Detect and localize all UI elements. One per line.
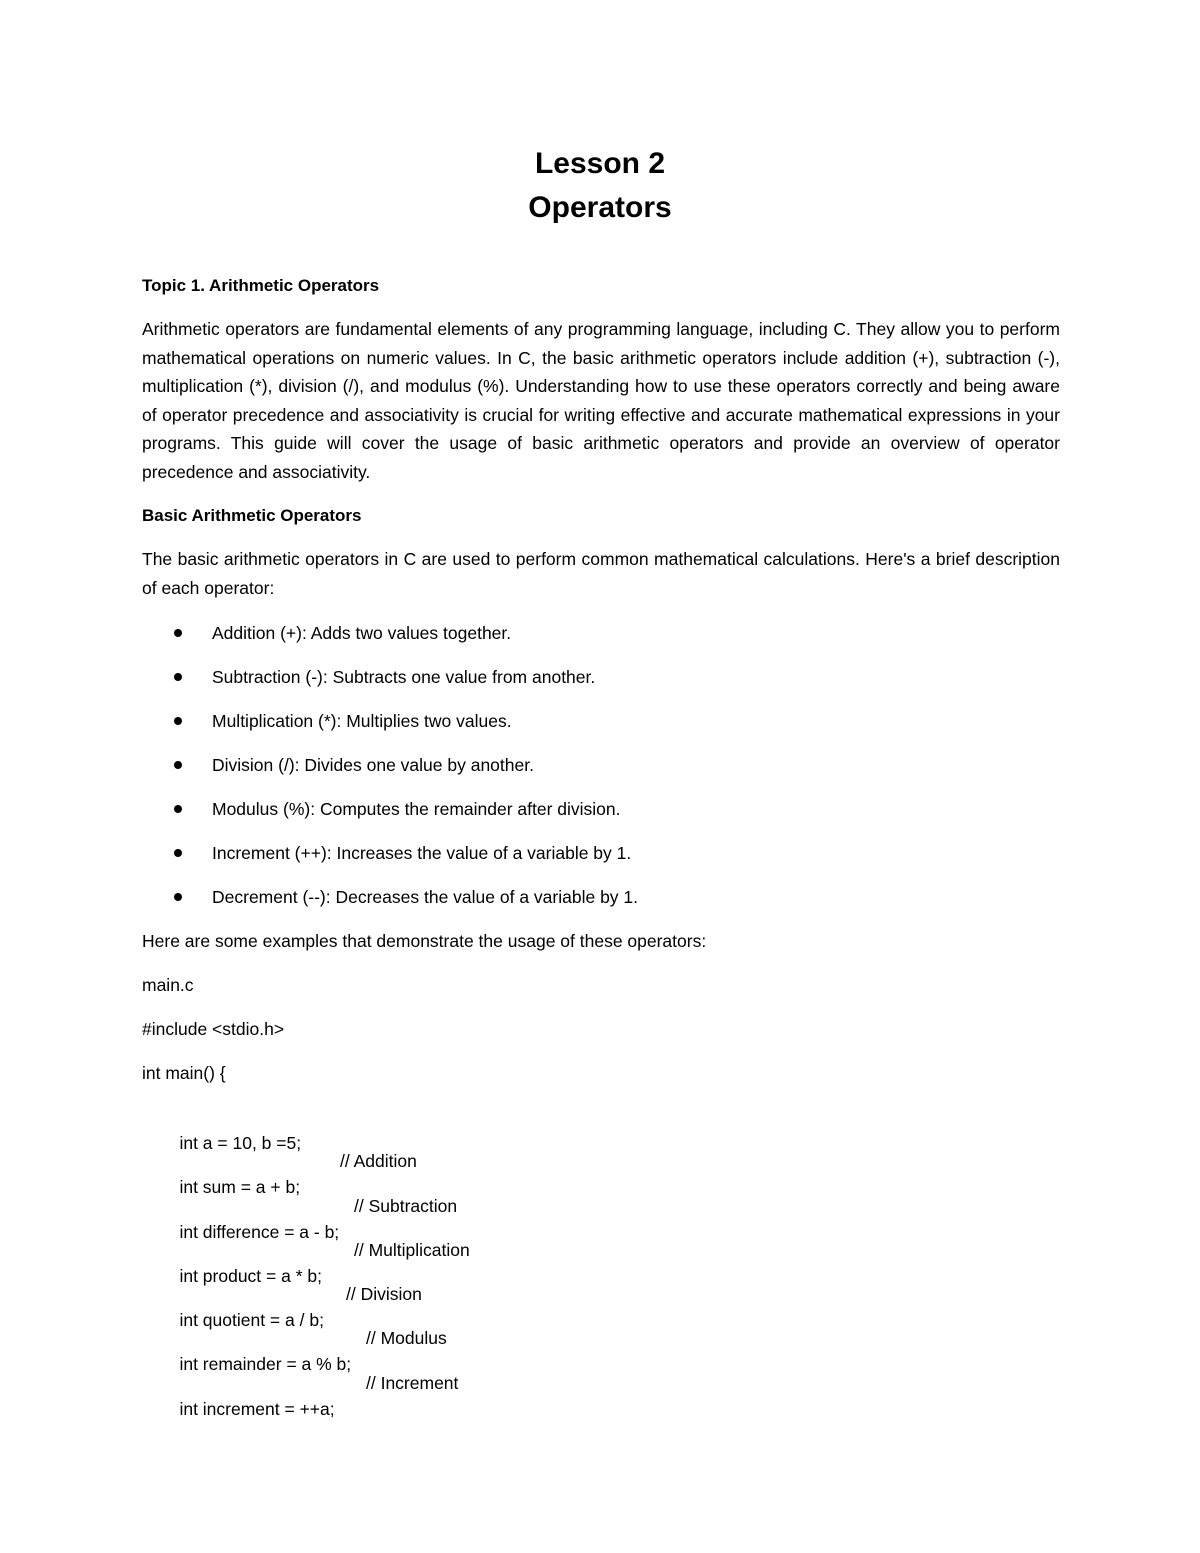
code-comment: // Modulus — [366, 1328, 447, 1348]
code-comment: // Subtraction — [354, 1196, 458, 1216]
code-comment: // Increment — [366, 1373, 459, 1393]
code-line — [160, 1370, 459, 1474]
operator-bullet-list — [142, 620, 638, 928]
lesson-title: Lesson 2 — [534, 147, 666, 180]
bullet-icon — [174, 717, 182, 725]
list-item — [142, 620, 638, 664]
list-item-text: Increment (++): Increases the value of a variable by 1. — [212, 843, 632, 863]
code-filename: main.c — [142, 975, 194, 995]
code-comment: // Multiplication — [354, 1240, 470, 1260]
code-comment: // Addition — [340, 1151, 417, 1171]
list-item — [142, 796, 638, 840]
list-item — [142, 752, 638, 796]
list-item — [142, 884, 638, 928]
topic1-heading: Topic 1. Arithmetic Operators — [142, 276, 380, 295]
list-item — [142, 840, 638, 884]
bullet-icon — [174, 629, 182, 637]
code-statement: int remainder = a % b; — [179, 1354, 352, 1374]
list-item-text: Modulus (%): Computes the remainder after division. — [212, 799, 621, 819]
bullet-icon — [174, 805, 182, 813]
basic-operators-heading: Basic Arithmetic Operators — [142, 506, 362, 525]
list-item-text: Multiplication (*): Multiplies two values. — [212, 711, 512, 731]
code-statement: int product = a * b; — [179, 1266, 322, 1286]
code-main-open: int main() { — [142, 1063, 226, 1083]
list-item-text: Subtraction (-): Subtracts one value from another. — [212, 667, 596, 687]
bullet-icon — [174, 849, 182, 857]
examples-intro: Here are some examples that demonstrate the usage of these operators: — [142, 931, 707, 951]
code-statement: int quotient = a / b; — [179, 1310, 324, 1330]
basic-operators-description: The basic arithmetic operators in C are used to perform common mathematical calculations. Here's a brief description of each operator: — [142, 549, 1060, 598]
code-statement: int a = 10, b =5; — [179, 1133, 302, 1153]
code-include-line: #include <stdio.h> — [142, 1019, 285, 1039]
code-comment: // Division — [346, 1284, 422, 1304]
bullet-icon — [174, 673, 182, 681]
list-item-text: Decrement (--): Decreases the value of a variable by 1. — [212, 887, 639, 907]
bullet-icon — [174, 761, 182, 769]
list-item-text: Addition (+): Adds two values together. — [212, 623, 512, 643]
bullet-icon — [174, 893, 182, 901]
code-statement: int difference = a - b; — [179, 1222, 340, 1242]
list-item — [142, 664, 638, 708]
list-item-text: Division (/): Divides one value by another. — [212, 755, 534, 775]
topic1-intro-paragraph: Arithmetic operators are fundamental elements of any programming language, including C. They allow you to perform mathematical operations on numeric values. In C, the basic arithmetic operators include addition (+), subtraction (-), multiplication (*), division (/), and modulus (%). Understanding how to use these operators correctly and being aware of operator precedence and associativity is crucial for writing effective and accurate mathematical expressions in your programs. This guide will cover the usage of basic arithmetic operators and provide an overview of operator precedence and associativity. — [142, 319, 1060, 482]
lesson-subtitle: Operators — [528, 191, 672, 224]
list-item — [142, 708, 638, 752]
code-statement: int increment = ++a; — [179, 1399, 335, 1419]
code-statement: int sum = a + b; — [179, 1177, 301, 1197]
